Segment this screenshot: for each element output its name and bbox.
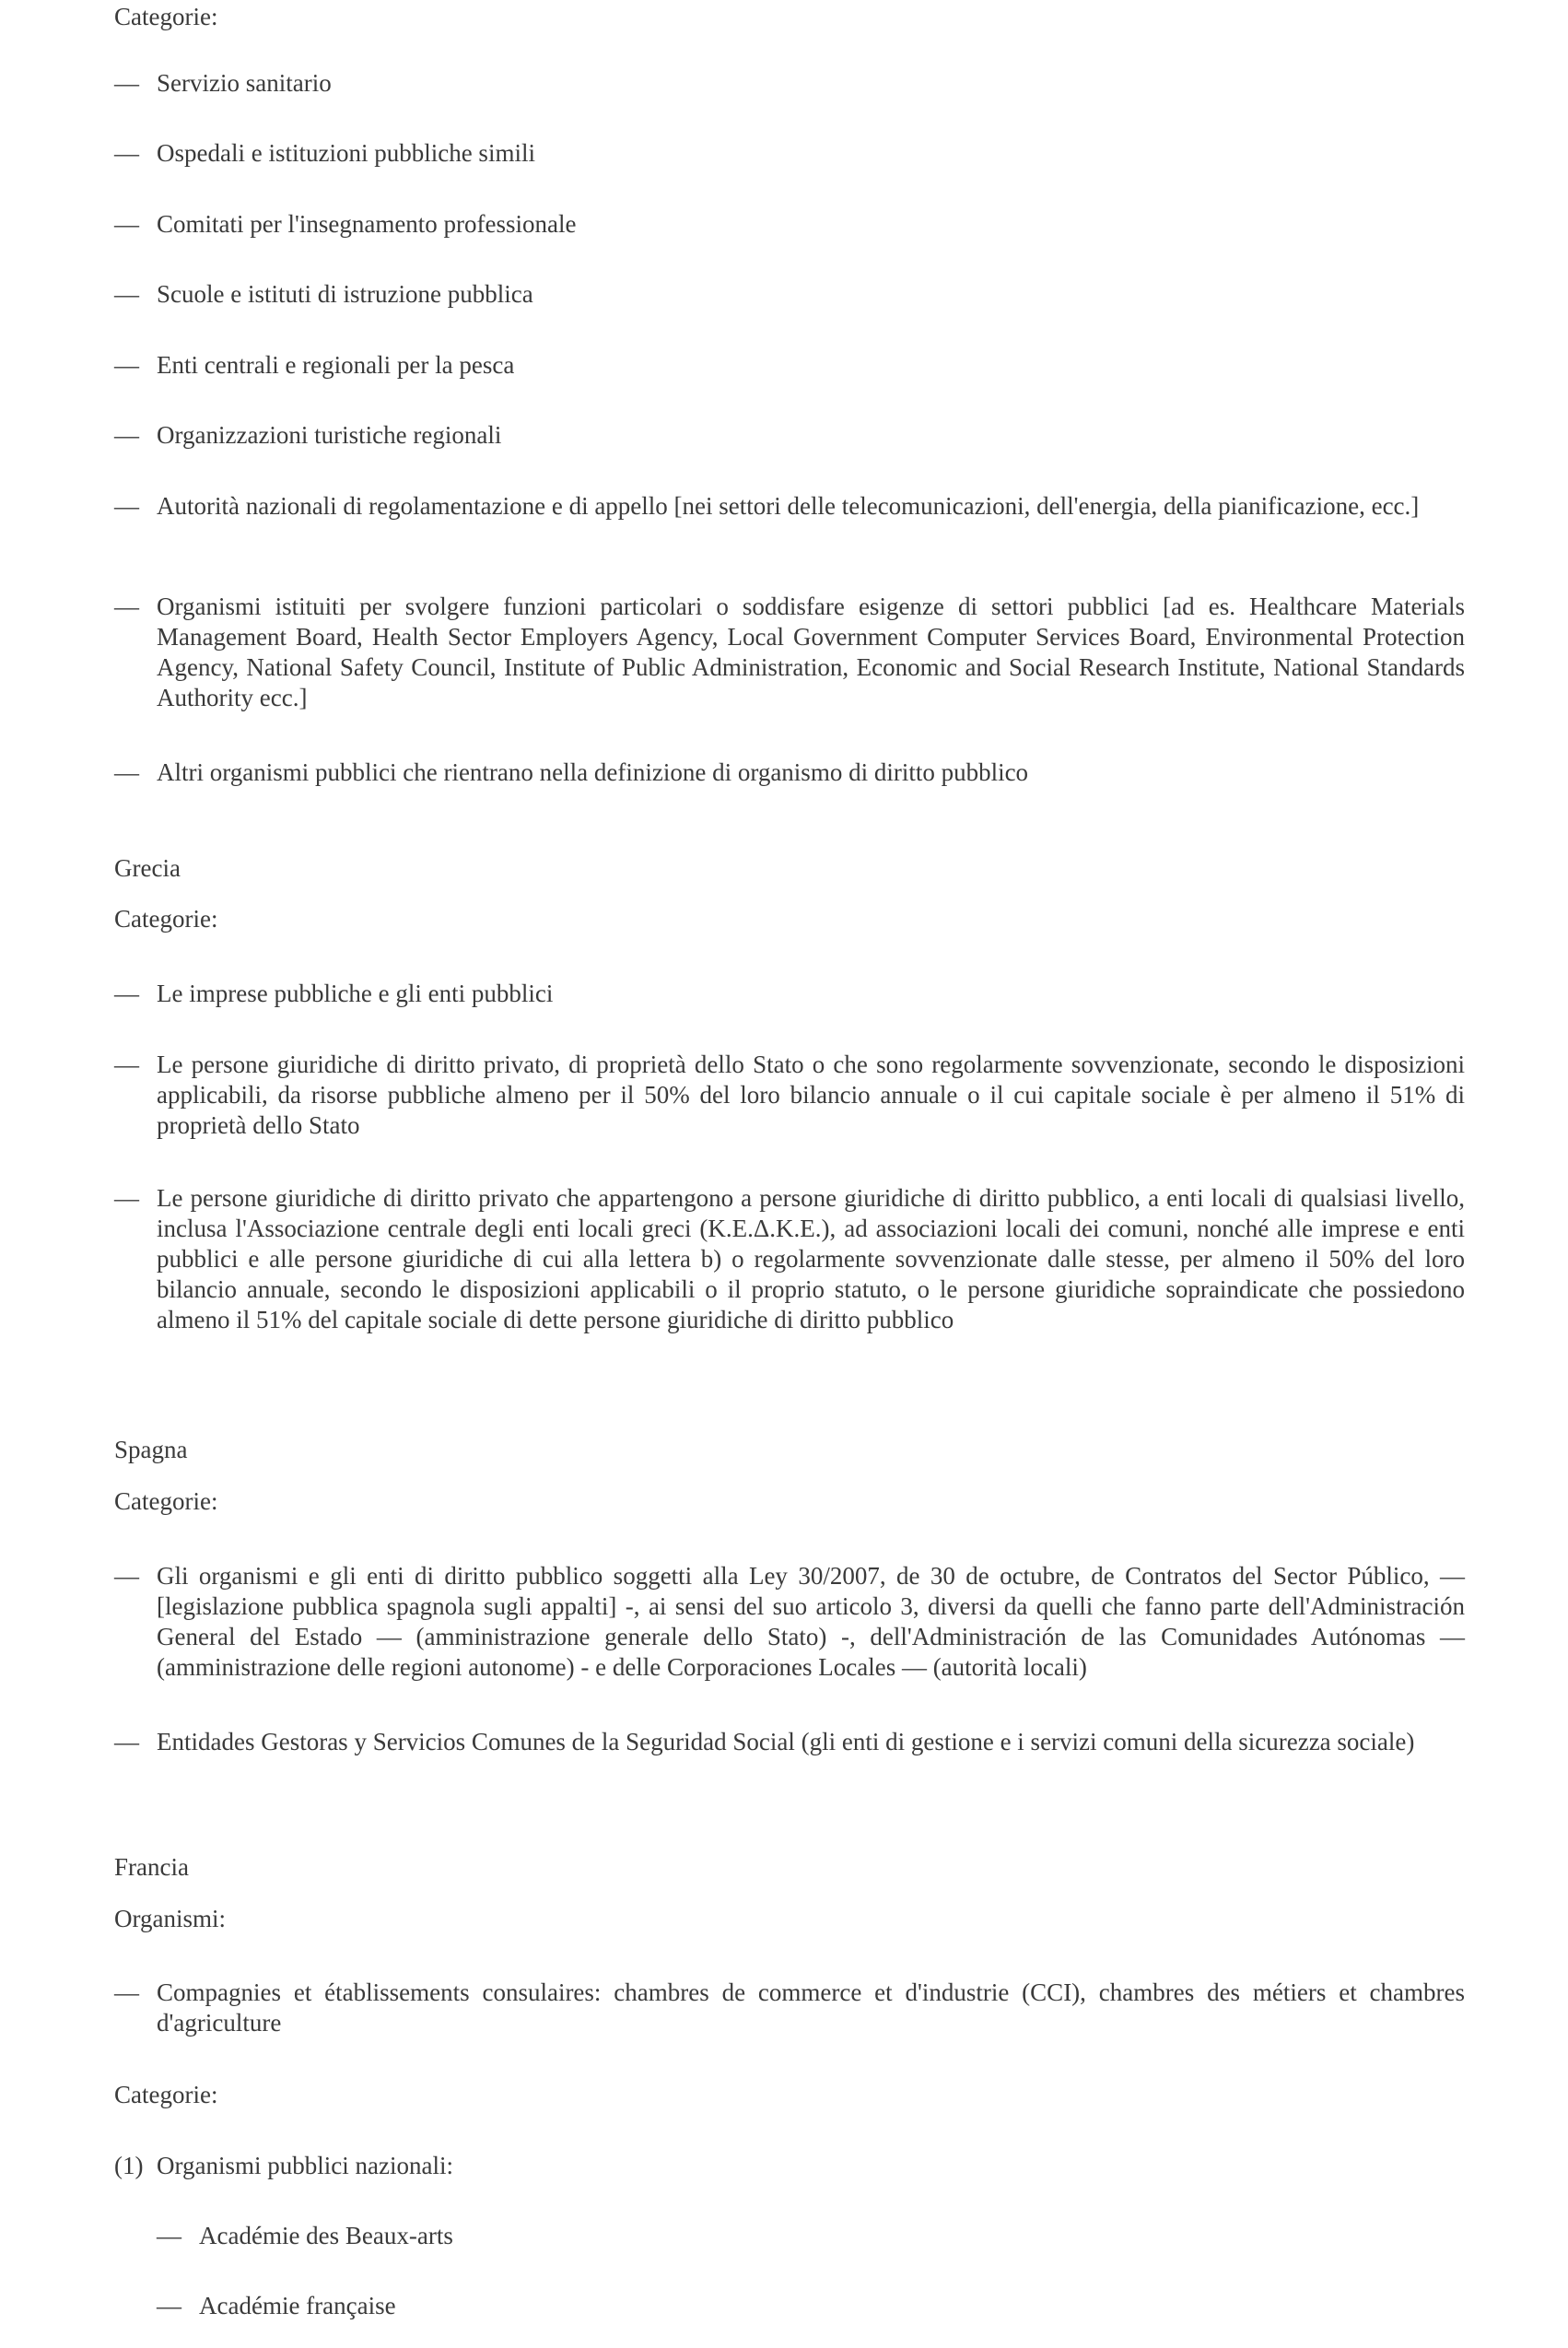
list-item-text: Entidades Gestoras y Servicios Comunes de la Seguridad Social (gli enti di gestione e i servizi comuni della sicurezza sociale) [157,1728,1415,1755]
intro-heading: Categorie: [114,3,218,30]
numbered-item [114,2151,1465,2181]
list-item-text: Ospedali e istituzioni pubbliche simili [157,139,535,167]
list-item [114,1183,1465,1335]
dash-bullet: — [114,980,139,1007]
country-heading-grecia: Grecia [114,854,181,882]
dash-bullet: — [114,1184,139,1212]
list-item-text: Compagnies et établissements consulaires: chambres de commerce et d'industrie (CCI), chambres des métiers et chambres d'agriculture [157,1978,1465,2037]
dash-bullet: — [157,2292,181,2319]
list-item-text: Le imprese pubbliche e gli enti pubblici [157,980,554,1007]
list-item-text: Altri organismi pubblici che rientrano nella definizione di organismo di diritto pubblico [157,758,1029,786]
list-item-text: Académie des Beaux-arts [199,2222,453,2249]
dash-bullet: — [114,1562,139,1590]
numbered-item-text: Organismi pubblici nazionali: [157,2152,453,2179]
dash-bullet: — [157,2222,181,2249]
list-item-text: Organizzazioni turistiche regionali [157,421,502,449]
list-item-text: Le persone giuridiche di diritto privato che appartengono a persone giuridiche di diritto pubblico, a enti locali di qualsiasi livello, inclusa l'Associazione centrale degli enti locali greci (K.E.Δ.K.E.), ad associazioni locali dei comuni, nonché alle imprese e enti pubblici e alle persone giuridiche di cui alla lettera b) o regolarmente sovvenzionate dalle stesse, per almeno il 50% del loro bilancio annuale, secondo le disposizioni applicabili o il proprio statuto, o le persone giuridiche sopraindicate che possiedono almeno il 51% del capitale sociale di dette persone giuridiche di diritto pubblico [157,1184,1465,1333]
list-item [114,1561,1465,1683]
list-item [157,2221,1465,2251]
dash-bullet: — [114,139,139,167]
list-item-text: Autorità nazionali di regolamentazione e di appello [nei settori delle telecomunicazioni, dell'energia, della pianificazione, ecc.] [157,492,1420,520]
francia-categories-heading: Categorie: [114,2081,218,2108]
list-item-text: Académie française [199,2292,396,2319]
dash-bullet: — [114,593,139,620]
list-item [114,350,1465,381]
list-item-text: Scuole e istituti di istruzione pubblica [157,280,533,308]
list-item-text: Enti centrali e regionali per la pesca [157,351,515,379]
country-heading-spagna: Spagna [114,1436,188,1463]
list-item [114,138,1465,169]
list-item [114,1050,1465,1141]
list-item [114,757,1465,788]
list-item-text: Comitati per l'insegnamento professionale [157,210,577,238]
list-item [114,1978,1465,2038]
grecia-categories-heading: Categorie: [114,905,218,933]
dash-bullet: — [114,1051,139,1078]
list-item-text: Organismi istituiti per svolgere funzioni particolari o soddisfare esigenze di settori pubblici [ad es. Healthcare Materials Management Board, Health Sector Employers Agency, Local Government Computer Services Board, Environmental Protection Agency, National Safety Council, Institute of Public Administration, Economic and Social Research Institute, National Standards Authority ecc.] [157,593,1465,711]
list-item [114,209,1465,240]
dash-bullet: — [114,758,139,786]
francia-organismi-heading: Organismi: [114,1905,226,1932]
list-item [114,979,1465,1009]
list-item-text: Le persone giuridiche di diritto privato, di proprietà dello Stato o che sono regolarmente sovvenzionate, secondo le disposizioni applicabili, da risorse pubbliche almeno per il 50% del loro bilancio annuale o il cui capitale sociale è per almeno il 51% di proprietà dello Stato [157,1051,1465,1139]
dash-bullet: — [114,421,139,449]
list-item-text: Servizio sanitario [157,69,332,97]
dash-bullet: — [114,280,139,308]
list-item [114,420,1465,451]
list-item [114,68,1465,99]
list-item [114,491,1465,522]
spagna-categories-heading: Categorie: [114,1487,218,1515]
list-item [114,1727,1465,1757]
numbered-marker: (1) [114,2152,144,2179]
country-heading-francia: Francia [114,1853,189,1881]
list-item-text: Gli organismi e gli enti di diritto pubblico soggetti alla Ley 30/2007, de 30 de octubre, de Contratos del Sector Público, — [legislazione pubblica spagnola sugli appalti] -, ai sensi del suo articolo 3, diversi da quelli che fanno parte dell'Administración General del Estado — (amministrazione generale dello Stato) -, dell'Administración de las Comunidades Autónomas — (amministrazione delle regioni autonome) - e delle Corporaciones Locales — (autorità locali) [157,1562,1465,1681]
list-item [157,2291,1465,2321]
list-item [114,279,1465,310]
dash-bullet: — [114,69,139,97]
dash-bullet: — [114,1728,139,1755]
dash-bullet: — [114,1978,139,2006]
dash-bullet: — [114,210,139,238]
dash-bullet: — [114,492,139,520]
dash-bullet: — [114,351,139,379]
list-item [114,592,1465,713]
